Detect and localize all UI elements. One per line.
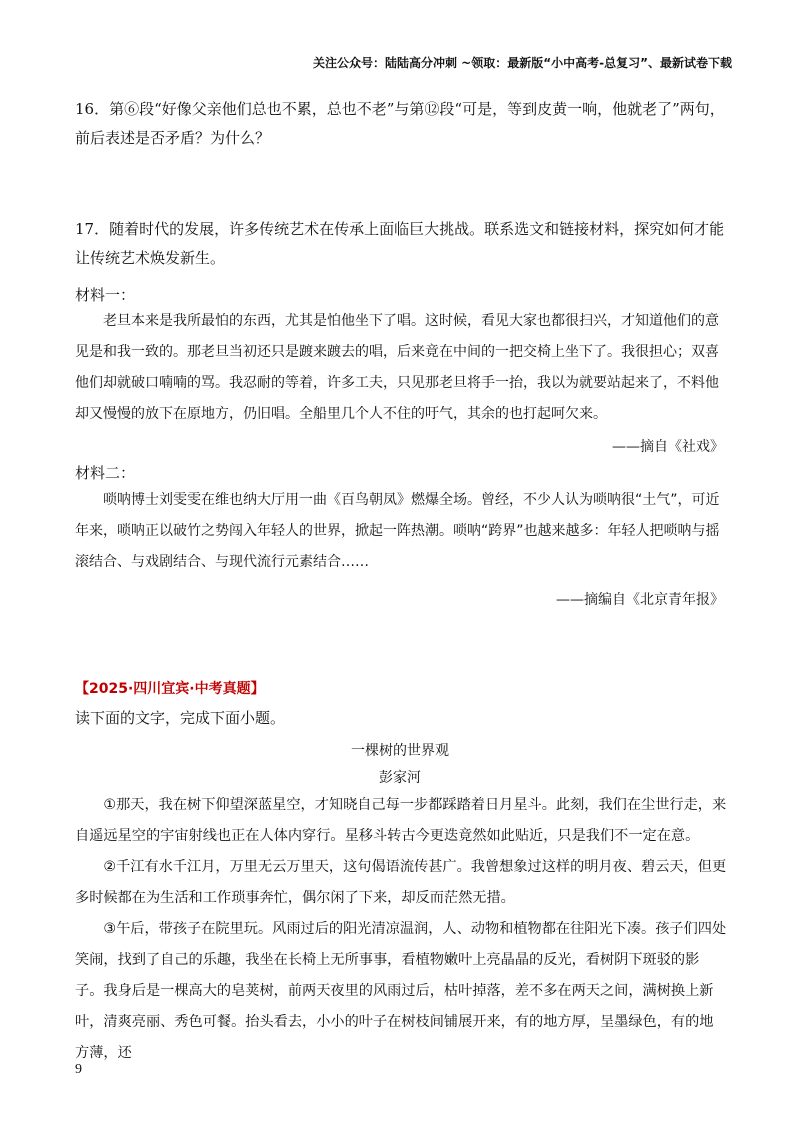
material-2-label: 材料二： bbox=[75, 464, 136, 482]
article-title: 一棵树的世界观 bbox=[351, 743, 449, 759]
question-16: 16．第⑥段“好像父亲他们总也不累，总也不老”与第⑫段“可是，等到皮黄一响，他就老了”两句，前后表述是否矛盾？为什么？ bbox=[75, 100, 725, 147]
page-header: 关注公众号：陆陆高分冲刺 ~领取：最新版“小中高考-总复习”、最新试卷下载 bbox=[313, 56, 732, 70]
article-paragraph-3: ③午后，带孩子在院里玩。风雨过后的阳光清凉温润，人、动物和植物都在往阳光下凑。孩子们四处笑闹，找到了自己的乐趣，我坐在长椅上无所事事，看植物嫩叶上亮晶晶的反光，看树阴下斑驳的影子。我身后是一棵高大的皂荚树，前两天夜里的风雨过后，枯叶掉落，差不多在两天之间，满树换上新叶，清爽亮丽、秀色可餐。抬头看去，小小的叶子在树枝间铺展开来，有的地方厚，呈墨绿色，有的地方薄，还 bbox=[75, 921, 727, 1061]
article-paragraph-2: ②千江有水千江月，万里无云万里天，这句偈语流传甚广。我曾想象过这样的明月夜、碧云天，但更多时候都在为生活和工作琐事奔忙，偶尔闲了下来，却反而茫然无措。 bbox=[75, 859, 727, 906]
material-2-body: 唢呐博士刘雯雯在维也纳大厅用一曲《百鸟朝凤》燃爆全场。曾经，不少人认为唢呐很“土气”，可近年来，唢呐正以破竹之势闯入年轻人的世界，掀起一阵热潮。唢呐“跨界”也越来越多：年轻人把唢呐与摇滚结合、与戏剧结合、与现代流行元素结合…… bbox=[75, 492, 720, 570]
material-2-source: ——摘编自《北京青年报》 bbox=[556, 592, 724, 608]
material-1-label: 材料一： bbox=[75, 286, 136, 304]
article-author: 彭家河 bbox=[379, 770, 421, 786]
article-paragraph-1: ①那天，我在树下仰望深蓝星空，才知晓自己每一步都踩踏着日月星斗。此刻，我们在尘世行走，来自遥远星空的宇宙射线也正在人体内穿行。星移斗转古今更迭竟然如此贴近，只是我们不一定在意。 bbox=[75, 797, 727, 844]
question-17: 17．随着时代的发展，许多传统艺术在传承上面临巨大挑战。联系选文和链接材料，探究如何才能让传统艺术焕发新生。 bbox=[75, 220, 725, 267]
material-1-source: ——摘自《社戏》 bbox=[612, 439, 724, 455]
page-number: 9 bbox=[75, 1062, 82, 1077]
instruction: 读下面的文字，完成下面小题。 bbox=[75, 709, 286, 727]
material-1-body: 老旦本来是我所最怕的东西，尤其是怕他坐下了唱。这时候，看见大家也都很扫兴，才知道他们的意见是和我一致的。那老旦当初还只是踱来踱去的唱，后来竟在中间的一把交椅上坐下了。我很担心；双喜他们却就破口喃喃的骂。我忍耐的等着，许多工夫，只见那老旦将手一抬，我以为就要站起来了，不料他却又慢慢的放下在原地方，仍旧唱。全船里几个人不住的吁气，其余的也打起呵欠来。 bbox=[75, 313, 719, 422]
section-tag: 【2025·四川宜宾·中考真题】 bbox=[75, 681, 265, 697]
